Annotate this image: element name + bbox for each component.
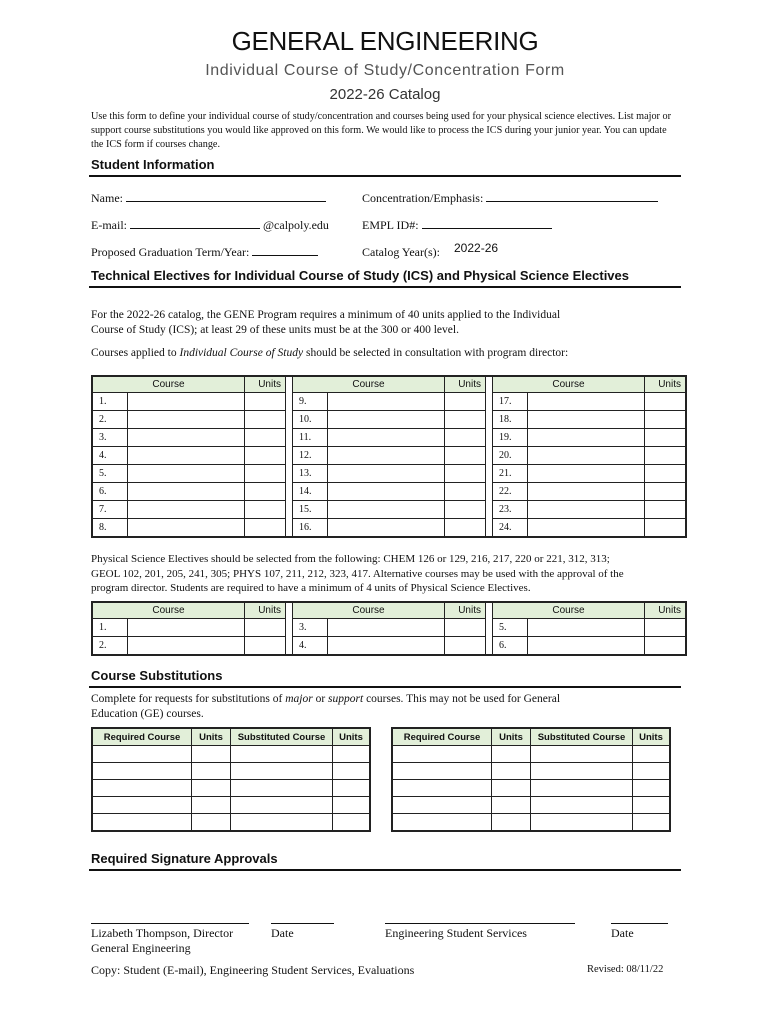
row-number: 2.: [92, 411, 128, 429]
row-number: 20.: [493, 447, 528, 465]
course-cell[interactable]: [528, 465, 645, 483]
required-course-cell[interactable]: [92, 797, 192, 814]
row-number: 24.: [493, 519, 528, 538]
units-header: Units: [633, 728, 671, 746]
units-cell[interactable]: [492, 797, 531, 814]
form-subtitle: Individual Course of Study/Concentration Form: [205, 62, 565, 79]
section-rule: [89, 175, 681, 177]
row-number: 12.: [293, 447, 328, 465]
row-number: 1.: [92, 619, 128, 637]
intro-text: Use this form to define your individual course of study/concentration and courses being used for your physical science electives. List major or support course substitutions you would like approved on this form. We would like to process the ICS during your junior year. You can update the ICS form if courses change.: [91, 111, 671, 150]
units-header: Units: [245, 376, 286, 393]
table-row: [392, 763, 670, 780]
units-cell[interactable]: [245, 619, 286, 637]
row-number: 5.: [493, 619, 528, 637]
units-cell[interactable]: [492, 746, 531, 763]
row-number: 11.: [293, 429, 328, 447]
substituted-course-cell[interactable]: [231, 763, 333, 780]
catalog-year-value: 2022-26: [454, 241, 499, 255]
row-number: 6.: [92, 483, 128, 501]
units-cell[interactable]: [445, 483, 486, 501]
student-info-heading: Student Information: [91, 157, 215, 172]
ics-requirements-text: For the 2022-26 catalog, the GENE Program requires a minimum of 40 units applied to the Individual Course of Study (ICS); at least 29 of these units must be at the 300 or 400 level.: [91, 309, 561, 336]
row-number: 23.: [493, 501, 528, 519]
course-cell[interactable]: [128, 637, 245, 656]
form-title: GENERAL ENGINEERING: [231, 26, 539, 56]
course-header: Course: [92, 376, 245, 393]
units-cell[interactable]: [245, 519, 286, 538]
name-field[interactable]: [91, 191, 326, 206]
required-course-cell[interactable]: [392, 797, 492, 814]
substitution-table-left: [91, 727, 371, 832]
substituted-course-cell[interactable]: [231, 746, 333, 763]
course-cell[interactable]: [128, 483, 245, 501]
copy-distribution-text: Copy: Student (E-mail), Engineering Student Services, Evaluations: [91, 963, 415, 977]
units-cell[interactable]: [445, 411, 486, 429]
units-cell[interactable]: [445, 447, 486, 465]
course-cell[interactable]: [128, 411, 245, 429]
director-signature-line[interactable]: [91, 923, 249, 924]
units-cell[interactable]: [245, 637, 286, 656]
required-course-cell[interactable]: [392, 746, 492, 763]
required-course-cell[interactable]: [92, 814, 192, 832]
row-number: 6.: [493, 637, 528, 656]
units-cell[interactable]: [192, 814, 231, 832]
units-header: Units: [645, 376, 687, 393]
section-rule: [89, 286, 681, 288]
course-cell[interactable]: [128, 501, 245, 519]
row-number: 13.: [293, 465, 328, 483]
row-number: 4.: [293, 637, 328, 656]
units-cell[interactable]: [445, 429, 486, 447]
table-row: [92, 393, 686, 411]
row-number: 22.: [493, 483, 528, 501]
concentration-field[interactable]: [362, 191, 658, 206]
course-cell[interactable]: [128, 465, 245, 483]
graduation-label: Proposed Graduation Term/Year:: [91, 245, 250, 259]
units-cell[interactable]: [445, 637, 486, 656]
required-course-cell[interactable]: [392, 780, 492, 797]
physical-science-text: Physical Science Electives should be selected from the following: CHEM 126 or 129, 216, 217, 220 or 221, 312, 313; GEOL 102, 201, 205, 241, 305; PHYS 107, 211, 212, 323, 417. Alternative courses may be used with the approval of the program director. Students are required to have a minimum of 4 units of Physical Science Electives.: [91, 553, 624, 594]
table-row: [92, 519, 686, 538]
table-row: [92, 814, 370, 832]
ics-course-table: [91, 375, 687, 538]
course-cell[interactable]: [328, 483, 445, 501]
table-row: [92, 465, 686, 483]
course-cell[interactable]: [528, 501, 645, 519]
units-cell[interactable]: [245, 465, 286, 483]
units-cell[interactable]: [245, 501, 286, 519]
units-cell[interactable]: [445, 393, 486, 411]
substituted-course-cell[interactable]: [231, 797, 333, 814]
units-cell[interactable]: [645, 465, 687, 483]
substituted-course-cell[interactable]: [531, 814, 633, 832]
units-cell[interactable]: [633, 814, 671, 832]
units-cell[interactable]: [245, 447, 286, 465]
course-cell[interactable]: [328, 393, 445, 411]
course-cell[interactable]: [328, 465, 445, 483]
units-cell[interactable]: [333, 780, 371, 797]
course-cell[interactable]: [128, 429, 245, 447]
course-header: Course: [293, 376, 445, 393]
course-cell[interactable]: [328, 447, 445, 465]
course-cell[interactable]: [328, 637, 445, 656]
row-number: 14.: [293, 483, 328, 501]
course-cell[interactable]: [528, 429, 645, 447]
table-row: [92, 797, 370, 814]
course-cell[interactable]: [328, 411, 445, 429]
units-cell[interactable]: [445, 619, 486, 637]
units-cell[interactable]: [192, 763, 231, 780]
catalog-year-label: Catalog Year(s):: [362, 245, 440, 259]
substituted-course-cell[interactable]: [231, 814, 333, 832]
units-header: Units: [445, 376, 486, 393]
units-header: Units: [245, 602, 286, 619]
substituted-course-cell[interactable]: [531, 746, 633, 763]
units-cell[interactable]: [192, 780, 231, 797]
required-course-cell[interactable]: [92, 780, 192, 797]
table-row: [92, 411, 686, 429]
course-cell[interactable]: [128, 519, 245, 538]
substituted-course-cell[interactable]: [231, 780, 333, 797]
course-header: Course: [293, 602, 445, 619]
pse-course-table: [91, 601, 687, 656]
units-cell[interactable]: [645, 501, 687, 519]
substituted-course-header: Substituted Course: [531, 728, 633, 746]
table-row: [92, 619, 686, 637]
course-cell[interactable]: [328, 619, 445, 637]
director-date-line[interactable]: [271, 923, 334, 924]
table-row: [392, 814, 670, 832]
required-course-cell[interactable]: [392, 763, 492, 780]
required-course-cell[interactable]: [92, 746, 192, 763]
course-header: Course: [493, 376, 645, 393]
units-cell[interactable]: [633, 763, 671, 780]
table-row: [92, 763, 370, 780]
table-row: [392, 746, 670, 763]
course-cell[interactable]: [128, 619, 245, 637]
row-number: 9.: [293, 393, 328, 411]
course-cell[interactable]: [328, 519, 445, 538]
ess-label: Engineering Student Services: [385, 926, 527, 940]
row-number: 4.: [92, 447, 128, 465]
section-rule: [89, 869, 681, 871]
ics-consult-text: Courses applied to Individual Course of Study should be selected in consultation with program director:: [91, 347, 569, 359]
units-header: Units: [333, 728, 371, 746]
units-cell[interactable]: [445, 465, 486, 483]
units-cell[interactable]: [245, 411, 286, 429]
empl-id-field[interactable]: [362, 218, 552, 233]
substituted-course-cell[interactable]: [531, 780, 633, 797]
table-row: [92, 447, 686, 465]
row-number: 16.: [293, 519, 328, 538]
units-cell[interactable]: [645, 519, 687, 538]
row-number: 19.: [493, 429, 528, 447]
units-cell[interactable]: [245, 429, 286, 447]
units-header: Units: [192, 728, 231, 746]
units-cell[interactable]: [633, 746, 671, 763]
email-label: E-mail:: [91, 218, 127, 232]
units-cell[interactable]: [645, 483, 687, 501]
units-cell[interactable]: [645, 447, 687, 465]
row-number: 1.: [92, 393, 128, 411]
technical-electives-heading: Technical Electives for Individual Course of Study (ICS) and Physical Science Electives: [91, 268, 629, 283]
units-cell[interactable]: [645, 411, 687, 429]
row-number: 17.: [493, 393, 528, 411]
table-row: [92, 780, 370, 797]
units-cell[interactable]: [333, 797, 371, 814]
section-rule: [89, 686, 681, 688]
row-number: 15.: [293, 501, 328, 519]
catalog-year-field[interactable]: [362, 245, 440, 260]
revised-date: Revised: 08/11/22: [587, 964, 664, 975]
units-cell[interactable]: [245, 483, 286, 501]
concentration-label: Concentration/Emphasis:: [362, 191, 484, 205]
course-cell[interactable]: [528, 447, 645, 465]
units-cell[interactable]: [492, 814, 531, 832]
substitution-table-right: [391, 727, 671, 832]
row-number: 2.: [92, 637, 128, 656]
graduation-field[interactable]: [91, 245, 318, 260]
units-cell[interactable]: [333, 746, 371, 763]
table-row: [92, 429, 686, 447]
table-row: [392, 780, 670, 797]
course-substitutions-heading: Course Substitutions: [91, 668, 223, 683]
required-course-header: Required Course: [392, 728, 492, 746]
table-row: [92, 501, 686, 519]
units-cell[interactable]: [245, 393, 286, 411]
units-cell[interactable]: [445, 501, 486, 519]
course-cell[interactable]: [528, 519, 645, 538]
units-header: Units: [645, 602, 687, 619]
units-cell[interactable]: [645, 637, 687, 656]
units-cell[interactable]: [445, 519, 486, 538]
units-cell[interactable]: [192, 797, 231, 814]
row-number: 10.: [293, 411, 328, 429]
units-header: Units: [492, 728, 531, 746]
substituted-course-cell[interactable]: [531, 763, 633, 780]
email-suffix: @calpoly.edu: [263, 218, 329, 232]
row-number: 21.: [493, 465, 528, 483]
course-cell[interactable]: [528, 411, 645, 429]
course-cell[interactable]: [328, 429, 445, 447]
required-course-cell[interactable]: [392, 814, 492, 832]
course-cell[interactable]: [328, 501, 445, 519]
units-cell[interactable]: [633, 780, 671, 797]
course-cell[interactable]: [528, 393, 645, 411]
units-cell[interactable]: [645, 619, 687, 637]
course-header: Course: [493, 602, 645, 619]
director-signature-block: Lizabeth Thompson, Director General Engineering: [91, 926, 234, 955]
units-cell[interactable]: [645, 393, 687, 411]
course-cell[interactable]: [528, 619, 645, 637]
ess-signature-line[interactable]: [385, 923, 575, 924]
units-header: Units: [445, 602, 486, 619]
units-cell[interactable]: [192, 746, 231, 763]
units-cell[interactable]: [645, 429, 687, 447]
ess-date-line[interactable]: [611, 923, 668, 924]
email-field[interactable]: [91, 218, 329, 233]
date-label: Date: [611, 926, 634, 940]
signature-heading: Required Signature Approvals: [91, 851, 278, 866]
row-number: 18.: [493, 411, 528, 429]
catalog-label: 2022-26 Catalog: [329, 86, 441, 103]
units-cell[interactable]: [633, 797, 671, 814]
course-header: Course: [92, 602, 245, 619]
date-label: Date: [271, 926, 294, 940]
units-cell[interactable]: [333, 763, 371, 780]
course-cell[interactable]: [528, 637, 645, 656]
course-cell[interactable]: [128, 447, 245, 465]
table-row: [92, 483, 686, 501]
substituted-course-cell[interactable]: [531, 797, 633, 814]
course-cell[interactable]: [128, 393, 245, 411]
units-cell[interactable]: [492, 763, 531, 780]
required-course-header: Required Course: [92, 728, 192, 746]
required-course-cell[interactable]: [92, 763, 192, 780]
table-row: [92, 746, 370, 763]
row-number: 3.: [92, 429, 128, 447]
row-number: 5.: [92, 465, 128, 483]
course-cell[interactable]: [528, 483, 645, 501]
units-cell[interactable]: [333, 814, 371, 832]
row-number: 3.: [293, 619, 328, 637]
substituted-course-header: Substituted Course: [231, 728, 333, 746]
row-number: 8.: [92, 519, 128, 538]
name-label: Name:: [91, 191, 123, 205]
substitutions-text: Complete for requests for substitutions of major or support courses. This may not be used for General Education (GE) courses.: [91, 693, 561, 720]
table-row: [92, 637, 686, 656]
row-number: 7.: [92, 501, 128, 519]
empl-id-label: EMPL ID#:: [362, 218, 419, 232]
table-row: [392, 797, 670, 814]
units-cell[interactable]: [492, 780, 531, 797]
